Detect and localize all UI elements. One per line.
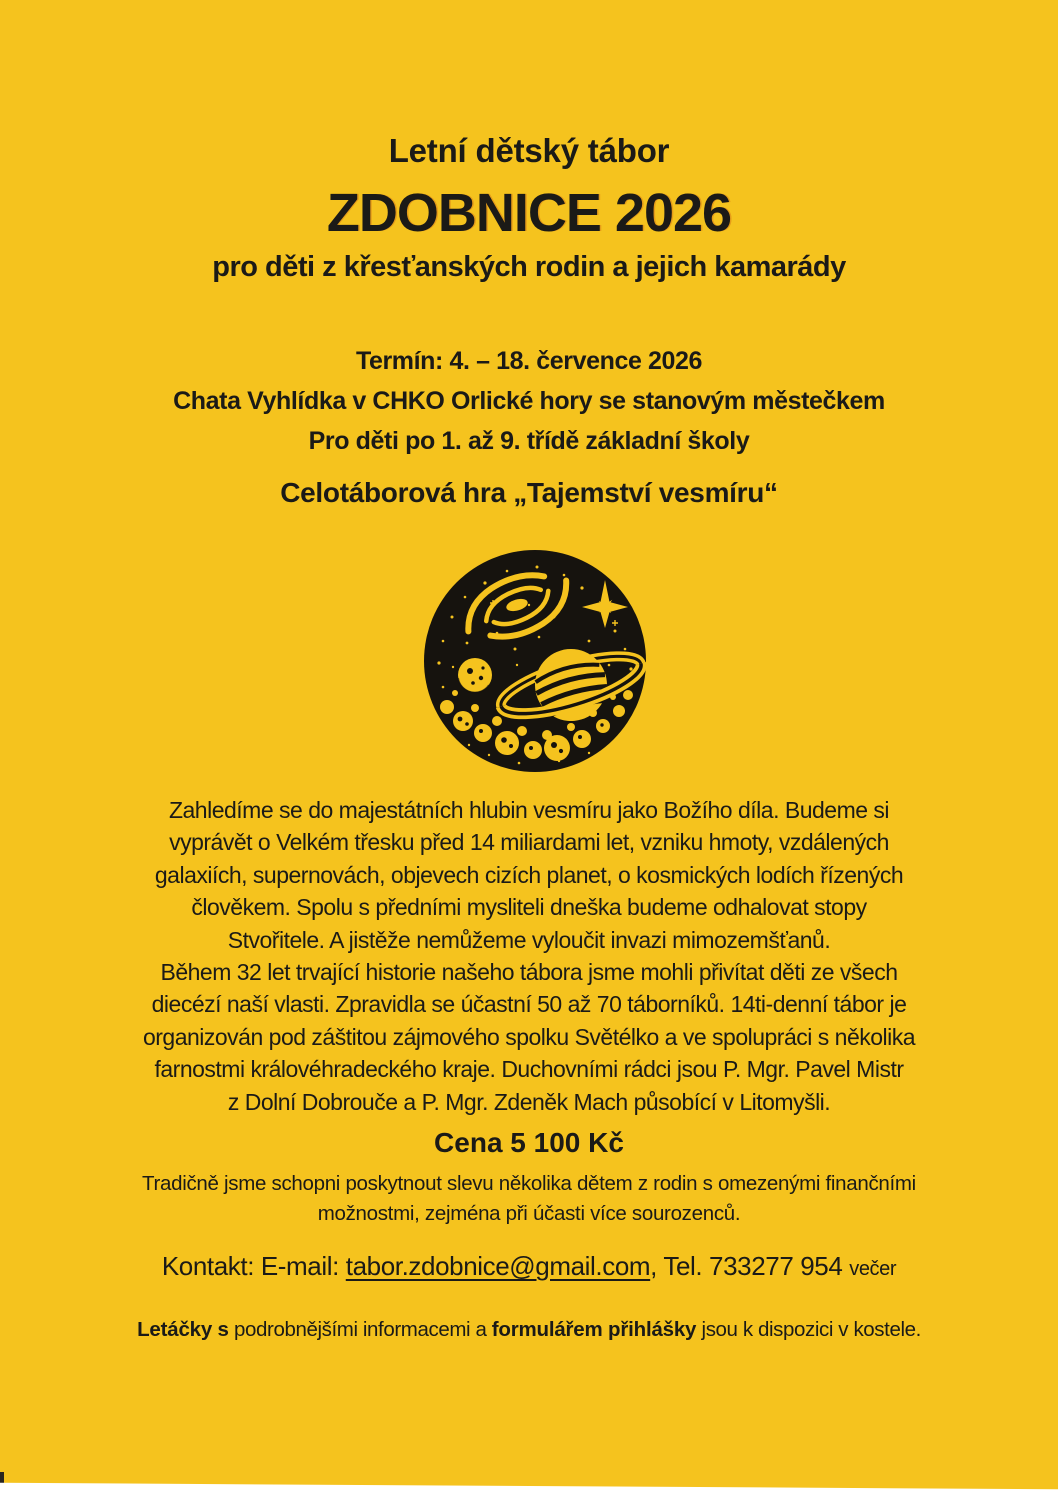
contact-phone: , Tel. 733277 954 bbox=[650, 1251, 850, 1281]
description-line: vyprávět o Velkém třesku před 14 miliardami let, vzniku hmoty, vzdálených bbox=[169, 829, 889, 856]
price-note-line: Tradičně jsme schopni poskytnout slevu několika dětem z rodin s omezenými finančními bbox=[142, 1172, 916, 1195]
description-line: z Dolní Dobrouče a P. Mgr. Zdeněk Mach působící v Litomyšli. bbox=[227, 1088, 831, 1115]
description-line: diecézí naší vlasti. Zpravidla se účastní 50 až 70 táborníků. 14ti-denní tábor je bbox=[151, 991, 907, 1018]
footer-text: podrobnějšími informacemi a bbox=[228, 1318, 492, 1341]
contact-evening-note: večer bbox=[849, 1258, 897, 1280]
camp-supertitle: Letní dětský tábor bbox=[388, 132, 670, 169]
price-heading: Cena 5 100 Kč bbox=[434, 1127, 624, 1158]
footer-text: jsou k dispozici v kostele. bbox=[696, 1318, 921, 1341]
camp-subtitle: pro děti z křesťanských rodin a jejich kamarády bbox=[212, 251, 846, 283]
description-line: Během 32 let trvající historie našeho tábora jsme mohli přivítat děti ze všech bbox=[160, 959, 898, 986]
contact-line bbox=[0, 1251, 1058, 1282]
description-line: galaxiích, supernovách, objevech cizích planet, o kosmických lodích řízených bbox=[154, 861, 904, 888]
footer-bold-leaflets: Letáčky s bbox=[137, 1318, 229, 1341]
camp-details bbox=[0, 341, 1058, 461]
contact-label: Kontakt: E-mail: bbox=[161, 1251, 346, 1281]
camp-grades: Pro děti po 1. až 9. třídě základní školy bbox=[308, 427, 750, 455]
description-line: organizován pod záštitou zájmového spolku Světélko a ve spolupráci s několika bbox=[142, 1023, 916, 1050]
camp-location: Chata Vyhlídka v CHKO Orlické hory se stanovým městečkem bbox=[173, 387, 885, 415]
camp-game-title: Celotáborová hra „Tajemství vesmíru“ bbox=[280, 477, 778, 508]
price-note bbox=[0, 1169, 1058, 1229]
moon-icon bbox=[458, 658, 492, 693]
space-scene-illustration bbox=[419, 545, 651, 777]
description-line: Stvořitele. A jistěže nemůžeme vyloučit invazi mimozemšťanů. bbox=[227, 926, 831, 953]
footer-bold-form: formulářem přihlášky bbox=[491, 1318, 697, 1341]
camp-term: Termín: 4. – 18. července 2026 bbox=[355, 347, 703, 375]
footer-note bbox=[0, 1318, 1058, 1342]
description-line: člověkem. Spolu s předními mysliteli dneška budeme odhalovat stopy bbox=[191, 894, 867, 921]
camp-title: ZDOBNICE 2026 bbox=[326, 183, 732, 243]
camp-description bbox=[0, 794, 1058, 1118]
description-line: farnostmi královéhradeckého kraje. Duchovními rádci jsou P. Mgr. Pavel Mistr bbox=[154, 1056, 904, 1083]
scan-bottom-edge bbox=[0, 1483, 1058, 1496]
email-link[interactable]: tabor.zdobnice@gmail.com bbox=[345, 1251, 651, 1281]
price-note-line: možnostmi, zejména při účasti více sourozenců. bbox=[317, 1202, 741, 1225]
description-line: Zahledíme se do majestátních hlubin vesmíru jako Božího díla. Budeme si bbox=[168, 797, 890, 823]
